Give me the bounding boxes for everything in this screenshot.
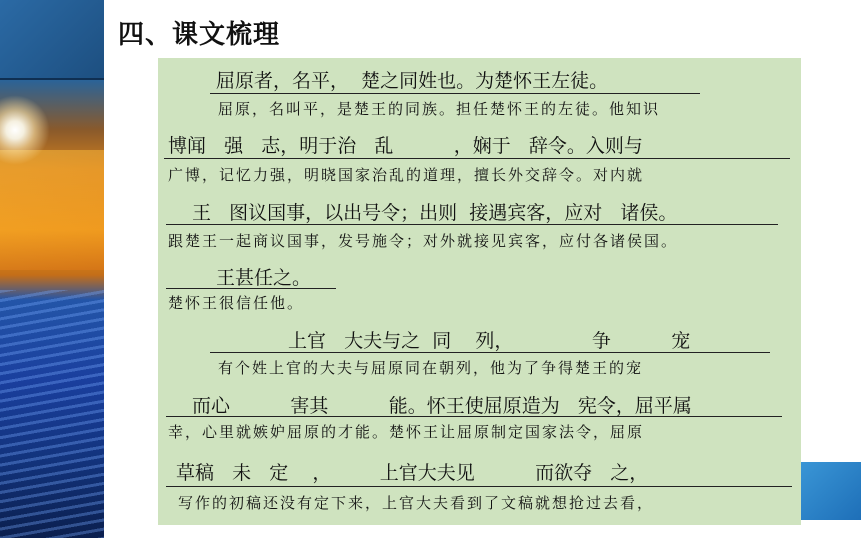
original-line-6: 而心 害其 能。怀王使屈原造为 宪令，屈平属 [192, 395, 692, 417]
original-line-2: 博闻 强 志，明于治 乱 ，娴于 辞令。入则与 [168, 135, 643, 157]
original-line-7: 草稿 未 定 ， 上官大夫见 而欲夺 之， [176, 462, 649, 484]
translation-line-3: 跟楚王一起商议国事，发号施令；对外就接见宾客，应付各诸侯国。 [168, 232, 679, 250]
decorative-stripes [0, 290, 104, 538]
underline-6 [166, 416, 782, 417]
underline-4 [166, 288, 336, 289]
top-blue-block [0, 0, 104, 80]
underline-2 [164, 158, 790, 159]
original-line-5: 上官 大夫与之 同 列， 争 宠 [288, 330, 691, 352]
translation-line-6: 幸，心里就嫉妒屈原的才能。楚怀王让屈原制定国家法令，屈原 [168, 423, 645, 441]
text-panel [158, 58, 801, 525]
underline-5 [210, 352, 770, 353]
underline-3 [166, 224, 778, 225]
original-line-3: 王 图议国事，以出号令；出则 接遇宾客，应对 诸侯。 [192, 202, 678, 224]
translation-line-7: 写作的初稿还没有定下来，上官大夫看到了文稿就想抢过去看， [178, 494, 655, 512]
original-line-4: 王甚任之。 [216, 267, 312, 289]
translation-line-5: 有个姓上官的大夫与屈原同在朝列，他为了争得楚王的宠 [218, 359, 644, 377]
underline-7 [166, 486, 792, 487]
corner-blue-block [800, 462, 861, 520]
left-decorative-strip [0, 0, 104, 538]
section-heading: 四、课文梳理 [118, 20, 281, 50]
translation-line-4: 楚怀王很信任他。 [168, 294, 305, 312]
original-line-1: 屈原者，名平， 楚之同姓也。为楚怀王左徒。 [216, 70, 609, 92]
underline-1 [210, 93, 700, 94]
translation-line-2: 广博，记忆力强，明晓国家治乱的道理，擅长外交辞令。对内就 [168, 166, 645, 184]
decorative-band [0, 150, 104, 270]
translation-line-1: 屈原，名叫平，是楚王的同族。担任楚怀王的左徒。他知识 [218, 100, 661, 118]
